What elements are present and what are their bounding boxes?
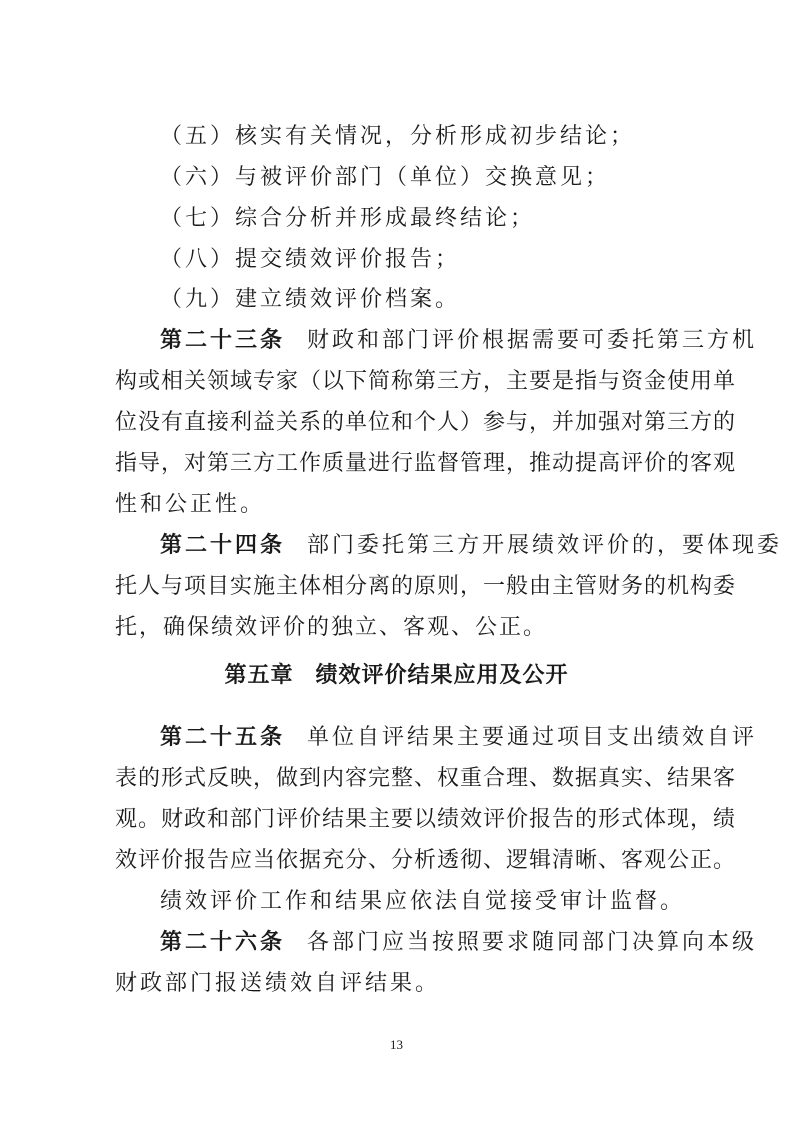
list-item-5: （五）核实有关情况，分析形成初步结论；: [160, 124, 636, 149]
page-number: 13: [390, 1037, 403, 1052]
list-item-6: （六）与被评价部门（单位）交换意见；: [160, 165, 611, 190]
article-24-first-line: [160, 531, 782, 561]
chapter-title: 绩效评价结果应用及公开: [315, 663, 569, 688]
article-24-text-2: 托，确保绩效评价的独立、客观、公正。: [115, 615, 548, 640]
article-23-text-4: 性和公正性。: [115, 492, 266, 517]
article-24-label: 第二十四条: [160, 533, 286, 558]
article-23-text-2: 位没有直接利益关系的单位和个人）参与，并加强对第三方的: [115, 410, 737, 435]
article-26-label: 第二十六条: [160, 930, 286, 955]
article-25-text-3: 效评价报告应当依据充分、分析透彻、逻辑清晰、客观公正。: [115, 848, 737, 873]
list-item-8: （八）提交绩效评价报告；: [160, 247, 461, 272]
chapter-number: 第五章: [224, 663, 294, 688]
list-item-9: （九）建立绩效评价档案。: [160, 287, 461, 312]
article-25-first-line: [160, 723, 757, 753]
chapter-heading: [0, 661, 793, 691]
article-23-text-1: 构或相关领域专家（以下简称第三方，主要是指与资金使用单: [115, 369, 737, 394]
article-26-first-line: [160, 928, 757, 958]
article-25-text-0: 单位自评结果主要通过项目支出绩效自评: [307, 725, 758, 750]
article-25-text-1: 表的形式反映，做到内容完整、权重合理、数据真实、结果客: [115, 766, 737, 791]
article-24-text-0: 部门委托第三方开展绩效评价的，要体现委: [307, 533, 783, 558]
article-23-text-0: 财政和部门评价根据需要可委托第三方机: [307, 328, 758, 353]
article-26-text-1: 财政部门报送绩效自评结果。: [115, 971, 441, 996]
article-25-extra: 绩效评价工作和结果应依法自觉接受审计监督。: [160, 889, 686, 914]
list-item-7: （七）综合分析并形成最终结论；: [160, 206, 536, 231]
article-25-label: 第二十五条: [160, 725, 286, 750]
article-23-first-line: [160, 326, 757, 356]
article-23-text-3: 指导，对第三方工作质量进行监督管理，推动提高评价的客观: [115, 451, 737, 476]
article-25-text-2: 观。财政和部门评价结果主要以绩效评价报告的形式体现，绩: [115, 807, 737, 832]
article-24-text-1: 托人与项目实施主体相分离的原则，一般由主管财务的机构委: [115, 574, 737, 599]
article-26-text-0: 各部门应当按照要求随同部门决算向本级: [307, 930, 758, 955]
article-23-label: 第二十三条: [160, 328, 286, 353]
